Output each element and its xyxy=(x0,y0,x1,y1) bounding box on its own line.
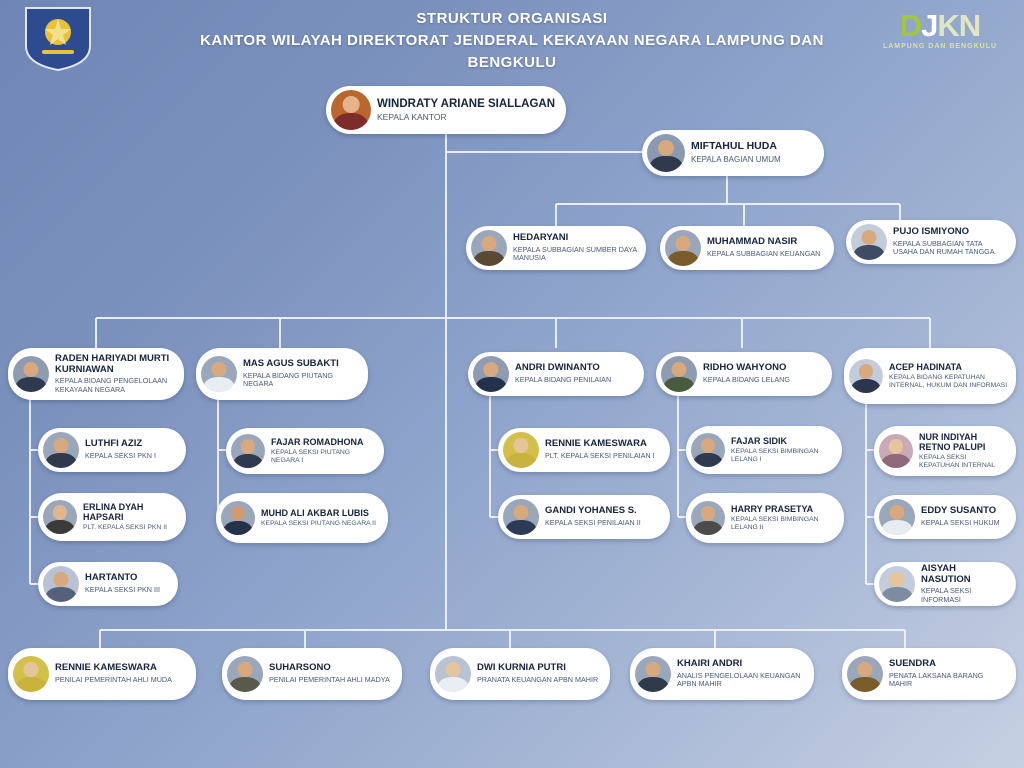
avatar xyxy=(13,356,49,392)
title-line-1: STRUKTUR ORGANISASI xyxy=(416,10,608,27)
node-position: KEPALA SUBBAGIAN SUMBER DAYA MANUSIA xyxy=(513,244,637,263)
avatar xyxy=(661,356,697,392)
node-position: KEPALA SEKSI BIMBINGAN LELANG I xyxy=(731,448,819,464)
node-position: KEPALA SEKSI KEPATUHAN INTERNAL xyxy=(919,454,996,470)
node-name: SUHARSONO xyxy=(269,663,331,674)
avatar xyxy=(221,501,255,535)
node-seksi-pkn-1[interactable] xyxy=(38,428,186,472)
node-penata-laksana-barang[interactable] xyxy=(842,648,1016,700)
page-title xyxy=(150,8,874,73)
node-name: KHAIRI ANDRI xyxy=(677,659,743,670)
node-position: KEPALA SEKSI PIUTANG NEGARA I xyxy=(271,449,351,465)
node-position: KEPALA SEKSI PIUTANG NEGARA II xyxy=(261,520,376,528)
node-name: AISYAH NASUTION xyxy=(921,563,971,585)
node-position: PENILAI PEMERINTAH AHLI MUDA xyxy=(55,675,172,685)
avatar xyxy=(473,356,509,392)
node-name: RIDHO WAHYONO xyxy=(703,363,787,374)
node-penilai-ahli-madya[interactable] xyxy=(222,648,402,700)
node-seksi-pkn-3[interactable] xyxy=(38,562,178,606)
node-name: MUHAMMAD NASIR xyxy=(707,237,798,248)
node-name: ANDRI DWINANTO xyxy=(515,363,600,374)
node-position: KEPALA SEKSI PKN III xyxy=(85,585,160,595)
avatar xyxy=(201,356,237,392)
node-name: HARRY PRASETYA xyxy=(731,503,814,514)
node-seksi-lelang-2[interactable] xyxy=(686,493,844,543)
node-name: HARTANTO xyxy=(85,573,138,584)
node-name: FAJAR ROMADHONA xyxy=(271,436,364,447)
avatar xyxy=(691,433,725,467)
node-seksi-piutang-2[interactable] xyxy=(216,493,388,543)
avatar xyxy=(503,499,539,535)
node-position: KEPALA BAGIAN UMUM xyxy=(691,155,781,165)
avatar xyxy=(503,432,539,468)
node-position: KEPALA BIDANG LELANG xyxy=(703,375,790,385)
avatar xyxy=(879,434,913,468)
avatar xyxy=(43,566,79,602)
node-position: PENATA LAKSANA BARANG MAHIR xyxy=(889,670,984,689)
node-seksi-penilaian-2[interactable] xyxy=(498,495,670,539)
djkn-logo xyxy=(874,10,1006,64)
avatar xyxy=(849,359,883,393)
node-bidang-kihi[interactable] xyxy=(844,348,1016,404)
node-name: ERLINA DYAH HAPSARI xyxy=(83,501,144,522)
node-name: DWI KURNIA PUTRI xyxy=(477,663,566,674)
node-name: MIFTAHUL HUDA xyxy=(691,141,777,153)
avatar xyxy=(331,90,371,130)
node-position: KEPALA SEKSI HUKUM xyxy=(921,518,1000,528)
node-position: ANALIS PENGELOLAAN KEUANGAN APBN MAHIR xyxy=(677,670,801,689)
node-name: NUR INDIYAH RETNO PALUPI xyxy=(919,431,986,452)
node-name: MAS AGUS SUBAKTI xyxy=(243,359,339,370)
node-penilai-ahli-muda[interactable] xyxy=(8,648,196,700)
node-position: KEPALA SUBBAGIAN KEUANGAN xyxy=(707,249,821,259)
avatar xyxy=(851,224,887,260)
node-subbag-tata-usaha[interactable] xyxy=(846,220,1016,264)
node-pranata-keuangan[interactable] xyxy=(430,648,610,700)
node-kepala-bagian-umum[interactable] xyxy=(642,130,824,176)
node-bidang-penilaian[interactable] xyxy=(468,352,644,396)
node-position: PENILAI PEMERINTAH AHLI MADYA xyxy=(269,675,390,685)
node-bidang-pkn[interactable] xyxy=(8,348,184,400)
node-seksi-penilaian-1[interactable] xyxy=(498,428,670,472)
node-name: MUHD ALI AKBAR LUBIS xyxy=(261,507,369,518)
node-seksi-lelang-1[interactable] xyxy=(686,426,842,474)
node-position: PLT. KEPALA SEKSI PENILAIAN I xyxy=(545,451,655,461)
node-subbag-keuangan[interactable] xyxy=(660,226,834,270)
node-seksi-informasi[interactable] xyxy=(874,562,1016,606)
node-name: EDDY SUSANTO xyxy=(921,506,997,517)
node-name: RADEN HARIYADI MURTI KURNIAWAN xyxy=(55,353,170,375)
node-position: KEPALA BIDANG PIUTANG NEGARA xyxy=(243,370,333,389)
node-name: RENNIE KAMESWARA xyxy=(545,439,647,450)
djkn-letter-j: J xyxy=(921,8,938,43)
node-name: WINDRATY ARIANE SIALLAGAN xyxy=(377,97,556,110)
node-name: RENNIE KAMESWARA xyxy=(55,663,157,674)
node-bidang-lelang[interactable] xyxy=(656,352,832,396)
node-position: KEPALA SEKSI BIMBINGAN LELANG II xyxy=(731,516,819,532)
avatar xyxy=(879,566,915,602)
djkn-letters-kn: KN xyxy=(937,8,981,43)
title-line-2: KANTOR WILAYAH DIREKTORAT JENDERAL KEKAYAAN NEGARA LAMPUNG DAN xyxy=(200,31,824,49)
avatar xyxy=(227,656,263,692)
avatar xyxy=(471,230,507,266)
node-seksi-pkn-2[interactable] xyxy=(38,493,186,541)
node-position: KEPALA BIDANG KEPATUHAN INTERNAL, HUKUM DAN INFORMASI xyxy=(889,374,1008,390)
djkn-letter-d: D xyxy=(899,8,922,43)
node-position: PLT. KEPALA SEKSI PKN II xyxy=(83,524,167,532)
avatar xyxy=(13,656,49,692)
djkn-subtitle: LAMPUNG DAN BENGKULU xyxy=(882,43,998,50)
avatar xyxy=(847,656,883,692)
node-position: KEPALA SEKSI PENILAIAN II xyxy=(545,518,641,528)
djkn-wordmark xyxy=(874,10,1006,41)
node-name: GANDI YOHANES S. xyxy=(545,506,637,517)
avatar xyxy=(647,134,685,172)
avatar xyxy=(635,656,671,692)
node-name: ACEP HADINATA xyxy=(889,361,963,372)
node-position: KEPALA BIDANG PENGELOLAAN KEKAYAAN NEGARA xyxy=(55,376,168,394)
avatar xyxy=(43,432,79,468)
node-name: LUTHFI AZIZ xyxy=(85,439,143,450)
node-name: HEDARYANI xyxy=(513,233,569,244)
node-bidang-piutang[interactable] xyxy=(196,348,368,400)
kemenkeu-logo-icon xyxy=(22,6,94,72)
node-name: PUJO ISMIYONO xyxy=(893,227,970,238)
node-position: KEPALA SUBBAGIAN TATA USAHA DAN RUMAH TANGGA xyxy=(893,238,995,257)
node-seksi-hukum[interactable] xyxy=(874,495,1016,539)
avatar xyxy=(691,501,725,535)
title-line-3: BENGKULU xyxy=(467,53,557,71)
node-position: KEPALA SEKSI PKN I xyxy=(85,451,156,461)
avatar xyxy=(43,500,77,534)
node-position: KEPALA KANTOR xyxy=(377,112,447,123)
avatar xyxy=(665,230,701,266)
avatar xyxy=(879,499,915,535)
node-name: SUENDRA xyxy=(889,659,936,670)
avatar xyxy=(435,656,471,692)
node-position: KEPALA SEKSI INFORMASI xyxy=(921,586,972,604)
node-position: PRANATA KEUANGAN APBN MAHIR xyxy=(477,675,599,685)
node-analis-pengelolaan-keuangan[interactable] xyxy=(630,648,814,700)
node-position: KEPALA BIDANG PENILAIAN xyxy=(515,375,612,385)
avatar xyxy=(231,434,265,468)
node-subbag-sdm[interactable] xyxy=(466,226,646,270)
node-name: FAJAR SIDIK xyxy=(731,435,788,446)
node-kepala-kantor[interactable] xyxy=(326,86,566,134)
node-seksi-kepatuhan-internal[interactable] xyxy=(874,426,1016,476)
node-seksi-piutang-1[interactable] xyxy=(226,428,384,474)
